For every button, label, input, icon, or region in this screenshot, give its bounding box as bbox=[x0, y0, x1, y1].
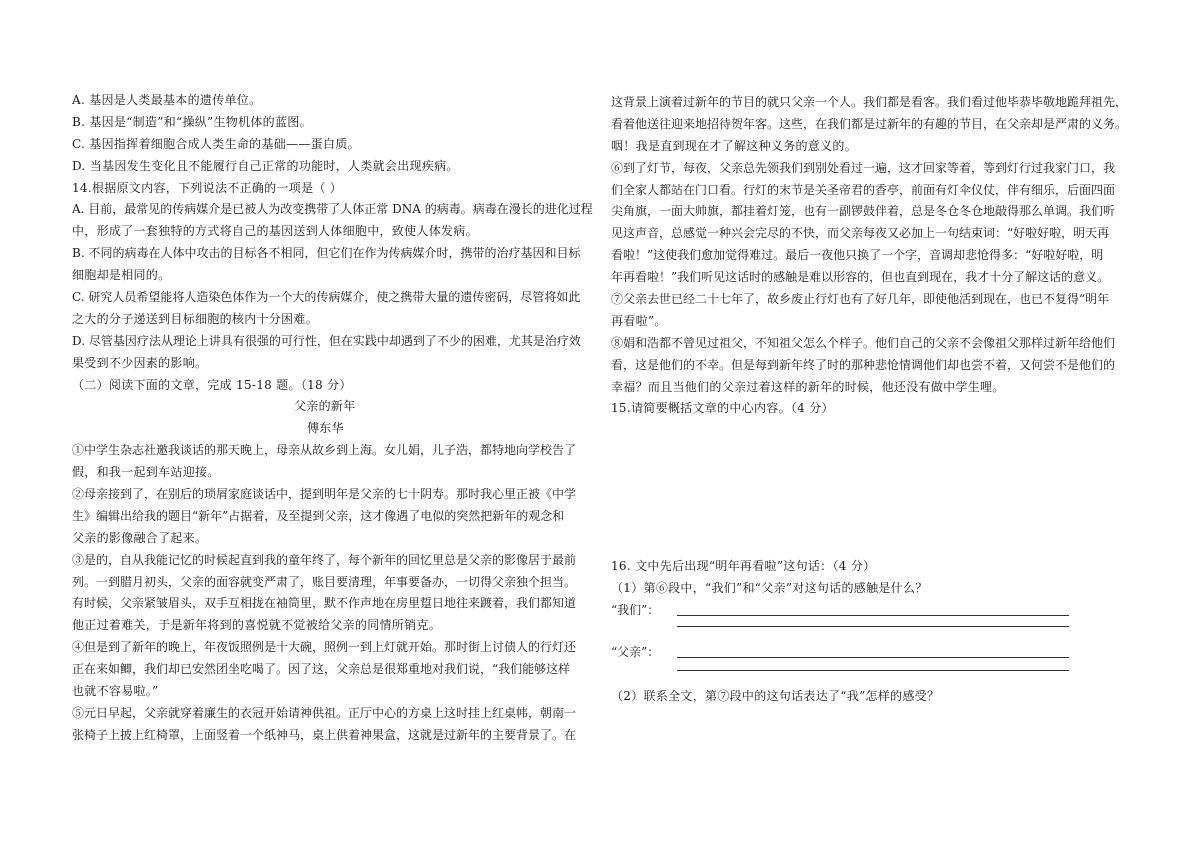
answer-row-extra[interactable] bbox=[611, 663, 1131, 684]
article-title: 父亲的新年 bbox=[294, 399, 356, 414]
option-line: 细胞却是相同的。 bbox=[72, 268, 171, 283]
option-line: D. 尽管基因疗法从理论上讲具有很强的可行性，但在实践中却遇到了不少的困难，尤其是治疗效 bbox=[72, 333, 581, 348]
article-line: ③是的，自从我能记忆的时候起直到我的童年终了，每个新年的回忆里总是父亲的影像居于最前 bbox=[72, 552, 577, 567]
article-line: 正在来如鲫，我们却已安然团坐吃喝了。因了这，父亲总是很郑重地对我们说，“我们能够这样 bbox=[72, 662, 571, 677]
article-line: ④但是到了新年的晚上，年夜饭照例是十大碗，照例一到上灯就开始。那时街上讨债人的行灯还 bbox=[72, 640, 577, 655]
article-line: 也就不容易啦。” bbox=[72, 684, 159, 699]
option-line: B. 基因是“制造”和“操纵”生物机体的蓝图。 bbox=[72, 114, 312, 129]
option-line: 中，形成了一套独特的方式将自己的基因送到人体细胞中，致使人体发病。 bbox=[72, 224, 478, 239]
article-line: ⑥到了灯节，每夜，父亲总先领我们到别处看过一遍，这才回家等着，等到灯行过我家门口，我 bbox=[611, 160, 1116, 175]
article-line: 咽！我是直到现在才了解这种义务的意义的。 bbox=[611, 138, 858, 153]
article-line: 幸福？而且当他们的父亲过着这样的新年的时候，他还没有做中学生哩。 bbox=[611, 379, 1005, 394]
option-line: 之大的分子递送到目标细胞的核内十分困难。 bbox=[72, 311, 319, 326]
article-line: 他正过着难关，于是新年将到的喜悦就不觉被给父亲的同情所销克。 bbox=[72, 618, 442, 633]
option-line: D. 当基因发生变化且不能履行自己正常的功能时，人类就会出现疾病。 bbox=[72, 158, 459, 173]
answer-line[interactable] bbox=[677, 669, 1069, 671]
question-15-stem: 15.请简要概括文章的中心内容。（4 分） bbox=[611, 401, 834, 416]
section-heading: （二）阅读下面的文章，完成 15-18 题。（18 分） bbox=[72, 377, 352, 392]
left-column bbox=[72, 90, 592, 747]
article-line: 有时候，父亲紧皱眉头，双手互相拢在袖筒里，默不作声地在房里踅日地往来踱着，我们都知道 bbox=[72, 596, 577, 611]
option-line: C. 研究人员希望能将人造染色体作为一个大的传病媒介，使之携带大量的遗传密码，尽管将如此 bbox=[72, 290, 581, 305]
article-line: 再看啦”。 bbox=[611, 313, 667, 328]
article-line: 父亲的影像融合了起来。 bbox=[72, 530, 208, 545]
answer-line[interactable] bbox=[677, 614, 1069, 616]
answer-line[interactable] bbox=[677, 656, 1069, 658]
question-16-sub2: （2）联系全文，第⑦段中的这句话表达了“我”怎样的感受？ bbox=[611, 689, 940, 704]
answer-label-father: “父亲”： bbox=[611, 645, 660, 660]
option-line: C. 基因指挥着细胞合成人类生命的基础——蛋白质。 bbox=[72, 136, 360, 151]
answer-row-father[interactable] bbox=[611, 642, 1131, 663]
answer-row-we[interactable] bbox=[611, 600, 1131, 621]
question-16-sub1: （1）第⑥段中，“我们”和“父亲”对这句话的感触是什么？ bbox=[611, 581, 928, 596]
answer-row-extra[interactable] bbox=[611, 621, 1131, 642]
article-line: 尖角旗，一面大帅旗，都挂着灯笼，也有一副锣鼓伴着，总是冬仓冬仓地敲得那么单调。我们听 bbox=[611, 204, 1116, 219]
article-line: 见这声音，总感觉一种兴会完尽的不快，而父亲每夜又必加上一句结束词：“好啦好啦，明天再 bbox=[611, 226, 1110, 241]
article-line: ①中学生杂志社邀我谈话的那天晚上，母亲从故乡到上海。女儿娟，儿子浩，都特地向学校告了 bbox=[72, 443, 577, 458]
article-line: ⑦父亲去世已经二十七年了，故乡废止行灯也有了好几年，即使他活到现在，也已不复得“明年 bbox=[611, 292, 1110, 307]
answer-line[interactable] bbox=[677, 625, 1069, 627]
right-column bbox=[611, 92, 1131, 708]
question-16-stem: 16. 文中先后出现“明年再看啦”这句话：（4 分） bbox=[611, 559, 876, 574]
answer-label-we: “我们”： bbox=[611, 603, 660, 618]
article-line: 看，这是他们的不幸。但是每到新年终了时的那种悲怆情调他们却也尝不着，又何尝不是他们的 bbox=[611, 357, 1116, 372]
article-line: ⑧娟和浩都不曾见过祖父，不知祖父怎么个样子。他们自己的父亲不会像祖父那样过新年给他们 bbox=[611, 335, 1116, 350]
article-line: 看着他送往迎来地招待贺年客。这些，在我们都是过新年的有趣的节目，在父亲却是严肃的义务。 bbox=[611, 116, 1128, 131]
option-line: A. 目前，最常见的传病媒介是已被人为改变携带了人体正常 DNA 的病毒。病毒在漫长的进化过程 bbox=[72, 202, 593, 217]
article-line: 年再看啦！”我们听见这话时的感触是难以形容的，但也直到现在，我才十分了解这话的意义。 bbox=[611, 270, 1110, 285]
article-line: ②母亲接到了，在别后的琐屑家庭谈话中，提到明年是父亲的七十阴寿。那时我心里正被《中学 bbox=[72, 487, 577, 502]
article-line: 假，和我一起到车站迎接。 bbox=[72, 465, 220, 480]
option-line: B. 不同的病毒在人体中攻击的目标各不相同，但它们在作为传病媒介时，携带的治疗基因和目标 bbox=[72, 246, 581, 261]
question-14-stem: 14.根据原文内容，下列说法不正确的一项是（ ） bbox=[72, 180, 343, 195]
article-line: 生》编辑出给我的题目“新年”占据着，及至提到父亲，这才像遇了电似的突然把新年的观念和 bbox=[72, 508, 565, 523]
option-line: 果受到不少因素的影响。 bbox=[72, 355, 208, 370]
article-line: ⑤元日早起，父亲就穿着廉生的衣冠开始请神供祖。正厅中心的方桌上这时挂上红桌帏，朝南一 bbox=[72, 705, 577, 720]
article-author: 傅东华 bbox=[307, 421, 344, 436]
article-line: 张椅子上披上红椅罩，上面竖着一个纸神马，桌上供着神果盒，这就是过新年的主要背景了。在 bbox=[72, 727, 577, 742]
question-15-answer-space[interactable] bbox=[611, 420, 1131, 556]
article-line: 列。一到腊月初头，父亲的面容就变严肃了，账目要清理，年事要备办，一切得父亲独个担当。 bbox=[72, 574, 577, 589]
article-line: 们全家人都站在门口看。行灯的末节是关圣帝君的香亭，前面有灯伞仪仗，伴有细乐，后面四面 bbox=[611, 182, 1116, 197]
option-line: A. 基因是人类最基本的遗传单位。 bbox=[72, 93, 262, 107]
article-line: 这背景上演着过新年的节目的就只父亲一个人。我们都是看客。我们看过他毕恭毕敬地跪拜祖先， bbox=[611, 95, 1128, 109]
article-line: 看啦！”这使我们愈加觉得难过。最后一夜他只换了一个字，音调却悲怆得多：“好啦好啦，明 bbox=[611, 248, 1104, 263]
